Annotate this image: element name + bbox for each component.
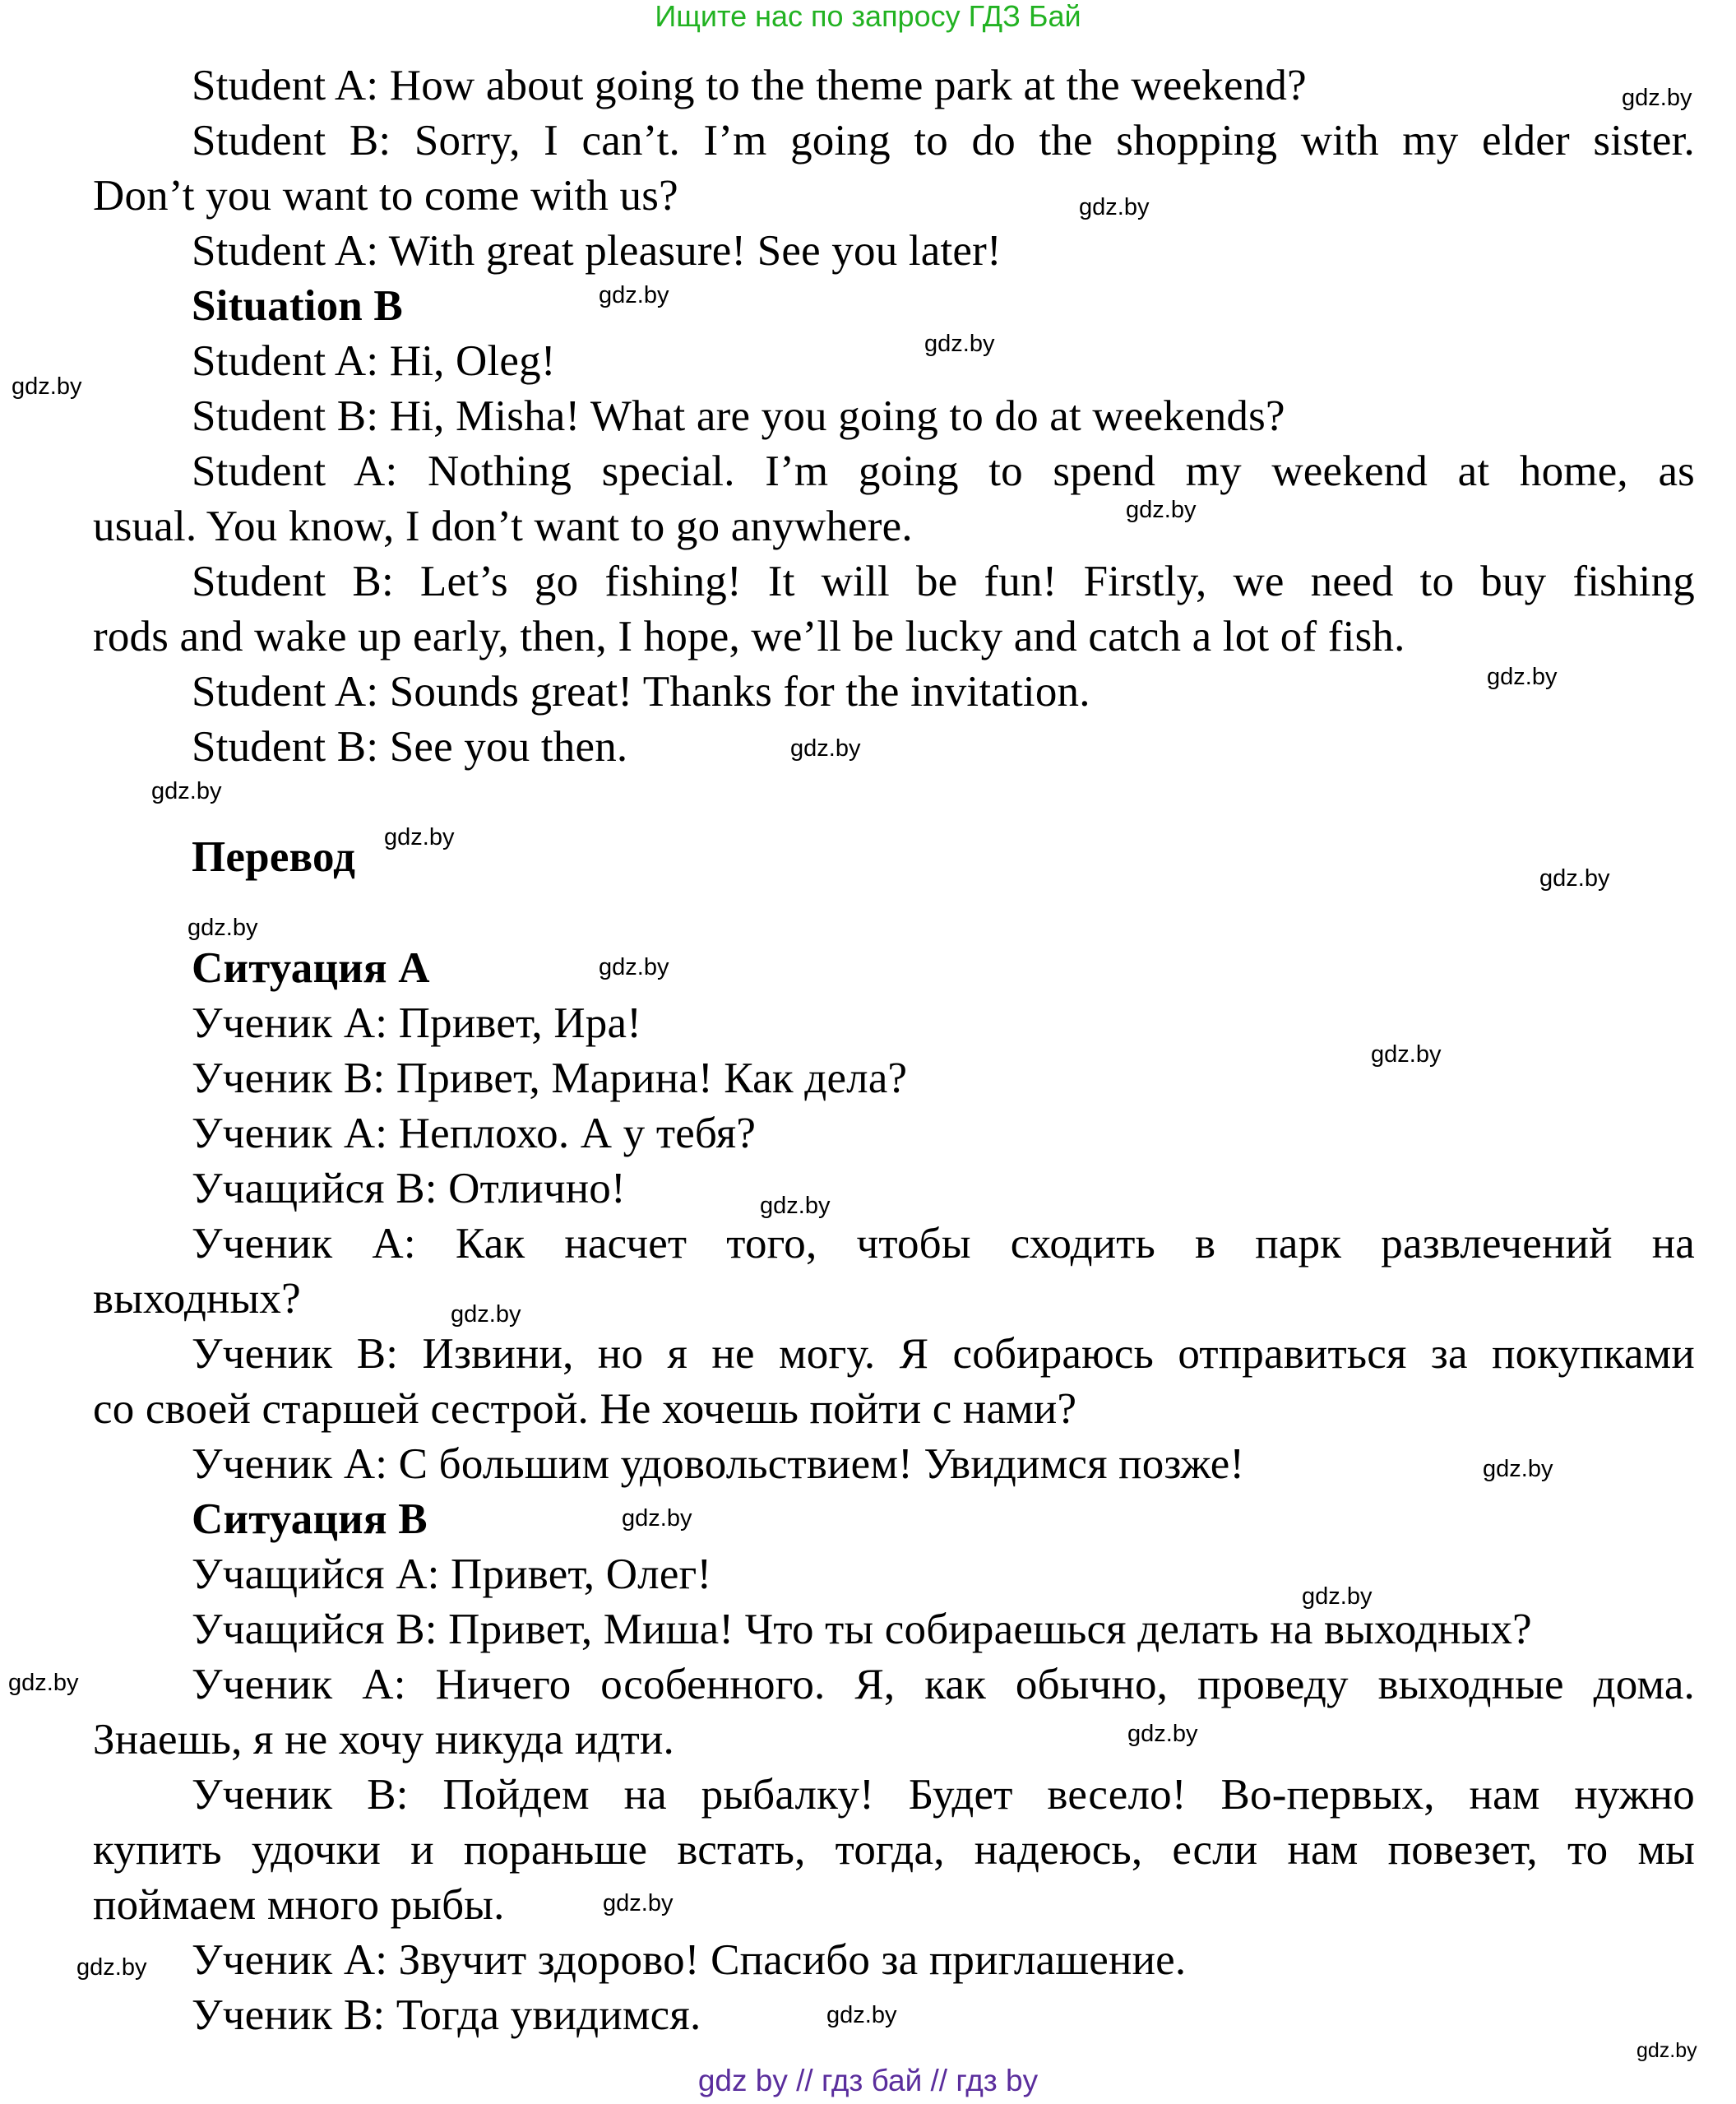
dialogue-line: Student A: Nothing special. I’m going to spend my weekend at home, as bbox=[192, 447, 1695, 495]
dialogue-line: Ученик В: Пойдем на рыбалку! Будет весело! Во-первых, нам нужно bbox=[192, 1771, 1695, 1819]
watermark: gdz.by bbox=[826, 2002, 897, 2028]
dialogue-line: Student A: With great pleasure! See you later! bbox=[192, 227, 1002, 275]
dialogue-line: Ученик А: Ничего особенного. Я, как обычно, проведу выходные дома. bbox=[192, 1661, 1695, 1708]
dialogue-line: Ученик В: Привет, Марина! Как дела? bbox=[192, 1054, 908, 1102]
watermark: gdz.by bbox=[384, 824, 455, 850]
watermark: gdz.by bbox=[151, 778, 222, 804]
dialogue-line: Student A: How about going to the theme park at the weekend? bbox=[192, 62, 1307, 109]
watermark: gdz.by bbox=[1487, 664, 1558, 690]
section-heading-situation-b: Situation B bbox=[192, 282, 403, 330]
dialogue-line: Student B: Sorry, I can’t. I’m going to do the shopping with my elder sister. bbox=[192, 117, 1695, 165]
dialogue-line: Ученик А: Звучит здорово! Спасибо за приглашение. bbox=[192, 1936, 1187, 1984]
dialogue-line-continuation: со своей старшей сестрой. Не хочешь пойти с нами? bbox=[93, 1385, 1077, 1433]
watermark: gdz.by bbox=[1371, 1041, 1442, 1068]
watermark: gdz.by bbox=[599, 954, 669, 980]
dialogue-line: Учащийся В: Отлично! bbox=[192, 1165, 626, 1212]
dialogue-line-continuation: rods and wake up early, then, I hope, we’ll be lucky and catch a lot of fish. bbox=[93, 613, 1405, 660]
watermark: gdz.by bbox=[1636, 2039, 1697, 2062]
footer-links: gdz by // гдз бай // гдз by bbox=[697, 2064, 1039, 2097]
dialogue-line: Student B: Hi, Misha! What are you going to do at weekends? bbox=[192, 392, 1285, 440]
dialogue-line-continuation: Знаешь, я не хочу никуда идти. bbox=[93, 1716, 674, 1763]
dialogue-line: Ученик А: Неплохо. А у тебя? bbox=[192, 1110, 757, 1157]
dialogue-line: Student B: See you then. bbox=[192, 723, 628, 771]
watermark: gdz.by bbox=[603, 1890, 674, 1916]
watermark: gdz.by bbox=[622, 1505, 692, 1532]
dialogue-line-continuation: Don’t you want to come with us? bbox=[93, 172, 678, 220]
dialogue-line: Учащийся А: Привет, Олег! bbox=[192, 1550, 712, 1598]
dialogue-line: Ученик А: С большим удовольствием! Увидимся позже! bbox=[192, 1440, 1245, 1488]
dialogue-line: Учащийся В: Привет, Миша! Что ты собираешься делать на выходных? bbox=[192, 1606, 1532, 1653]
watermark: gdz.by bbox=[1539, 865, 1610, 892]
dialogue-line: Ученик А: Как насчет того, чтобы сходить в парк развлечений на bbox=[192, 1220, 1695, 1267]
watermark: gdz.by bbox=[76, 1954, 147, 1981]
dialogue-line-continuation: выходных? bbox=[93, 1275, 301, 1323]
section-heading-situation-a-ru: Ситуация А bbox=[192, 944, 430, 992]
dialogue-line-continuation: usual. You know, I don’t want to go anywhere. bbox=[93, 503, 913, 550]
watermark: gdz.by bbox=[1483, 1456, 1553, 1482]
watermark: gdz.by bbox=[1126, 497, 1197, 523]
watermark: gdz.by bbox=[760, 1193, 831, 1219]
section-heading-situation-b-ru: Ситуация В bbox=[192, 1495, 428, 1543]
watermark: gdz.by bbox=[12, 373, 82, 400]
dialogue-line: Ученик А: Привет, Ира! bbox=[192, 999, 642, 1047]
watermark: gdz.by bbox=[187, 915, 258, 941]
dialogue-line: Ученик В: Извини, но я не могу. Я собираюсь отправиться за покупками bbox=[192, 1330, 1695, 1378]
watermark: gdz.by bbox=[599, 282, 669, 308]
watermark: gdz.by bbox=[8, 1670, 79, 1696]
dialogue-line-continuation: купить удочки и пораньше встать, тогда, надеюсь, если нам повезет, то мы bbox=[93, 1826, 1695, 1874]
watermark: gdz.by bbox=[1622, 85, 1692, 111]
watermark: gdz.by bbox=[1302, 1583, 1373, 1610]
dialogue-line: Ученик В: Тогда увидимся. bbox=[192, 1991, 701, 2039]
watermark: gdz.by bbox=[1127, 1721, 1198, 1747]
dialogue-line-continuation: поймаем много рыбы. bbox=[93, 1881, 505, 1929]
watermark: gdz.by bbox=[924, 331, 995, 357]
dialogue-line: Student A: Hi, Oleg! bbox=[192, 337, 556, 385]
watermark: gdz.by bbox=[1079, 194, 1150, 220]
dialogue-line: Student B: Let’s go fishing! It will be fun! Firstly, we need to buy fishing bbox=[192, 558, 1695, 605]
top-banner: Ищите нас по запросу ГДЗ Бай bbox=[655, 0, 1081, 33]
watermark: gdz.by bbox=[790, 735, 861, 762]
watermark: gdz.by bbox=[451, 1301, 521, 1328]
dialogue-line: Student A: Sounds great! Thanks for the invitation. bbox=[192, 668, 1090, 716]
section-heading-translation: Перевод bbox=[192, 833, 356, 881]
